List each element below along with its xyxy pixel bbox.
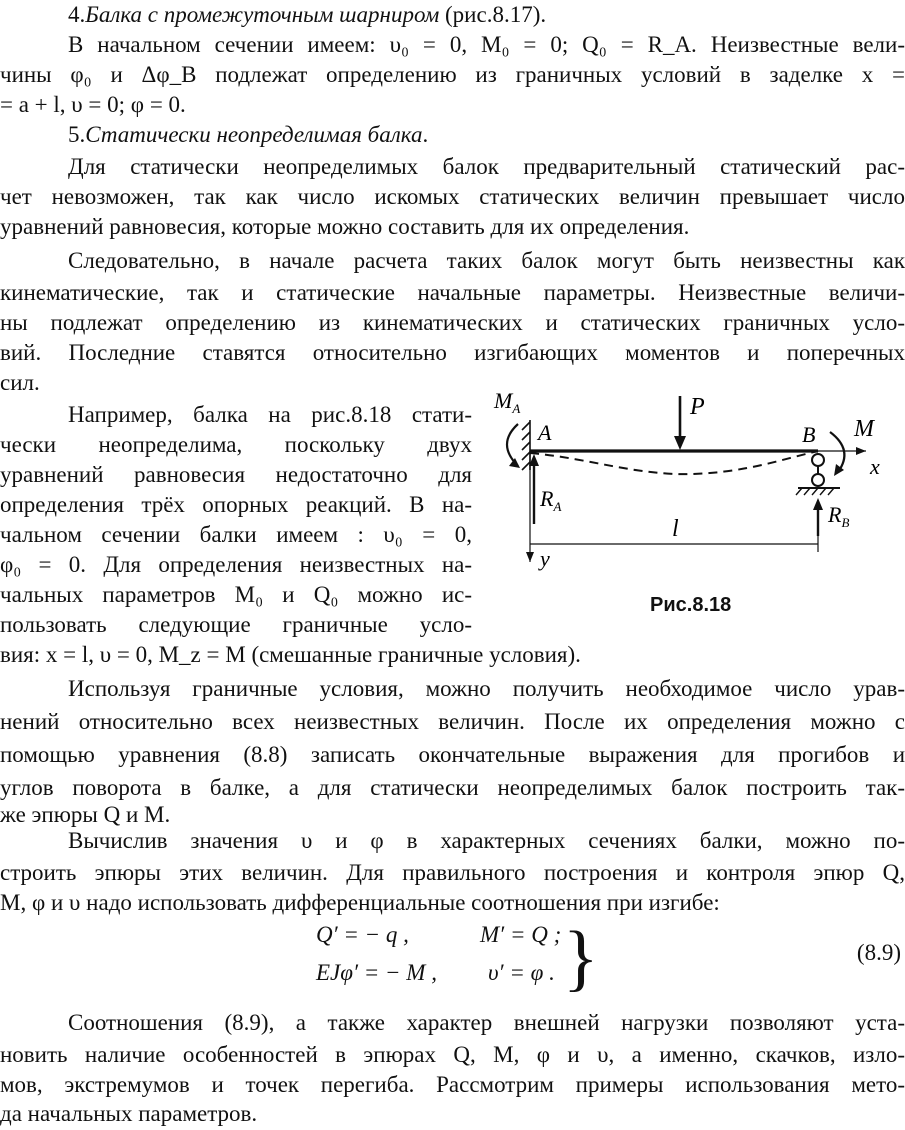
roller-base-hatch — [796, 488, 834, 495]
label-x: x — [870, 454, 880, 479]
text-line: φ₀ = 0. Для определения неизвестных на- — [0, 552, 472, 577]
label-ra: $R_A$ — [540, 486, 562, 514]
text-line: M, φ и υ надо использовать дифференциальные соотношения при изгибе: — [0, 890, 720, 915]
text-line: Например, балка на рис.8.18 стати- — [68, 402, 472, 427]
label-a: A — [538, 420, 552, 445]
text-line: мов, экстремумов и точек перегиба. Рассмотрим примеры использования мето- — [0, 1072, 905, 1097]
roller-pin-bottom — [812, 474, 824, 486]
text-line: чальном сечении балки имеем : υ₀ = 0, — [0, 522, 472, 547]
text-line: ны подлежат определению из кинематических и статических граничных усло- — [0, 310, 905, 335]
text-line: Используя граничные условия, можно получить необходимое число урав- — [68, 676, 905, 701]
figure-caption: Рис.8.18 — [650, 594, 732, 616]
text-line: вий. Последние ставятся относительно изгибающих моментов и поперечных — [0, 340, 905, 365]
text-line: же эпюры Q и M. — [0, 802, 171, 827]
label-b: B — [802, 422, 816, 447]
equation-q: Q′ = − q , — [316, 922, 409, 947]
reaction-b-arrowhead — [813, 498, 823, 510]
text-line: В начальном сечении имеем: υ₀ = 0, M₀ = 0; Q₀ = R_A. Неизвестные вели- — [68, 32, 905, 57]
text-line: чины φ₀ и Δφ_B подлежат определению из граничных условий в заделке x = — [0, 62, 905, 87]
text-line: углов поворота в балке, а для статически неопределимых балок построить так- — [0, 775, 905, 800]
equation-block — [0, 918, 905, 998]
text-line: чальных параметров M₀ и Q₀ можно ис- — [0, 582, 472, 607]
equation-brace: } — [563, 917, 599, 999]
text-line: = a + l, υ = 0; φ = 0. — [0, 92, 186, 117]
y-axis-arrow — [526, 552, 534, 562]
text-line: сил. — [0, 370, 40, 395]
equation-phi: EJφ′ = − M , — [316, 960, 437, 985]
text-line: определения трёх опорных реакций. В на- — [0, 492, 472, 517]
text-line: да начальных параметров. — [0, 1101, 258, 1126]
text-line: пользовать следующие граничные усло- — [0, 612, 472, 637]
label-rb: $R_B$ — [828, 502, 850, 530]
text-line: Соотношения (8.9), а также характер внешней нагрузки позволяют уста- — [68, 1010, 905, 1035]
load-p-arrowhead — [674, 436, 686, 450]
text-line: вия: x = l, υ = 0, M_z = M (смешанные граничные условия). — [0, 642, 581, 667]
text-line: нений относительно всех неизвестных величин. После их определения можно с — [0, 709, 905, 734]
text-line: уравнений равновесия недостаточно для — [0, 462, 472, 487]
text-line: кинематические, так и статические начальные параметры. Неизвестные величи- — [0, 280, 905, 305]
moment-a-arrow — [507, 424, 518, 466]
text-line: чет невозможен, так как число искомых статических величин превышает число — [0, 184, 905, 209]
deflection-curve — [530, 451, 818, 474]
label-p: P — [690, 394, 705, 420]
label-m: M — [854, 416, 874, 442]
text-line: чески неопределима, поскольку двух — [0, 432, 472, 457]
text-line: помощью уравнения (8.8) записать окончательные выражения для прогибов и — [0, 742, 905, 767]
label-y: y — [540, 546, 550, 571]
label-ma: $M_A$ — [494, 388, 521, 416]
equation-number: (8.9) — [856, 940, 901, 965]
text-line: уравнений равновесия, которые можно составить для их определения. — [0, 214, 690, 239]
text-line: строить эпюры этих величин. Для правильного построения и контроля эпюр Q, — [0, 860, 905, 885]
label-l: l — [672, 516, 679, 542]
x-axis-arrow — [856, 447, 866, 455]
text-line: Для статически неопределимых балок предварительный статический рас- — [68, 154, 905, 179]
moment-a-arrowhead — [509, 458, 520, 468]
text-line: Вычислив значения υ и φ в характерных сечениях балки, можно по- — [68, 828, 905, 853]
section-heading: 5.Статически неопределимая балка. — [68, 122, 429, 147]
roller-pin-top — [812, 454, 824, 466]
equation-m: M′ = Q ; — [480, 922, 562, 947]
text-line: Следовательно, в начале расчета таких балок могут быть неизвестны как — [68, 248, 905, 273]
text-line: новить наличие особенностей в эпюрах Q, M, φ и υ, а именно, скачков, изло- — [0, 1042, 905, 1067]
text-line: 4.Балка с промежуточным шарниром (рис.8.17). — [68, 2, 547, 27]
fixed-support-hatch — [522, 420, 530, 470]
equation-v: υ′ = φ . — [488, 960, 555, 985]
